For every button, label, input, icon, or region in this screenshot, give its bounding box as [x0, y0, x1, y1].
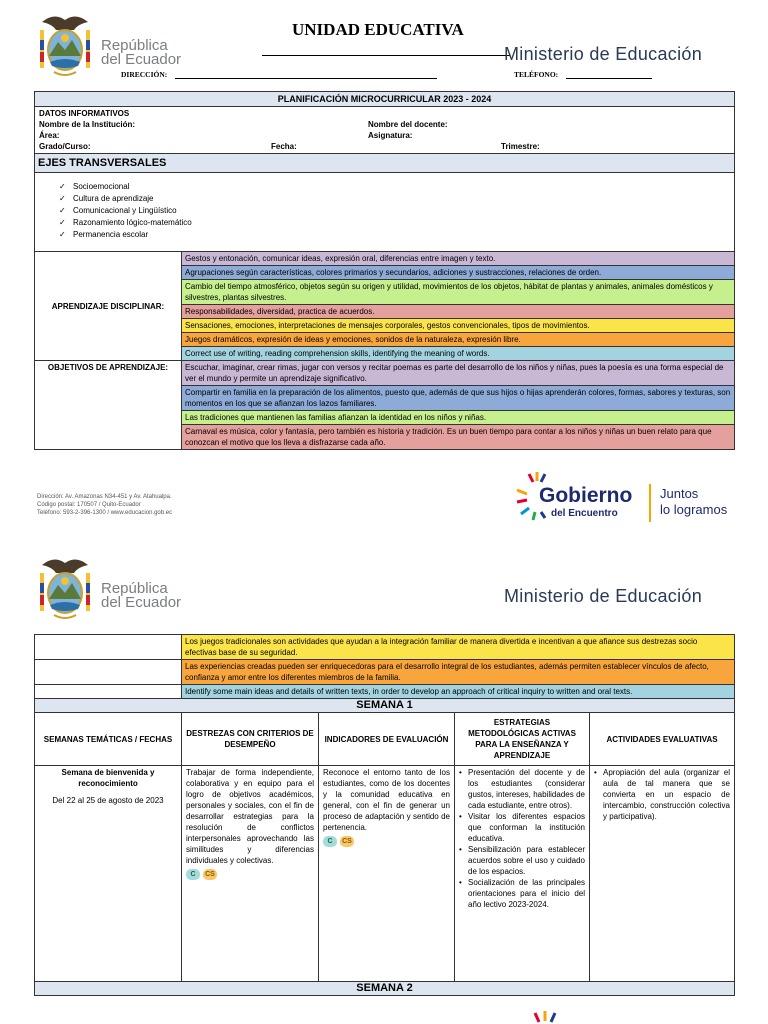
col-destrezas: DESTREZAS CON CRITERIOS DE DESEMPEÑO: [182, 713, 319, 766]
datos-informativos: [35, 107, 735, 154]
c-badge-icon: C: [323, 836, 337, 847]
destrezas-badges: [186, 868, 314, 880]
objetivo-item: Las tradiciones que mantienen las familias afianzan la identidad en los niños y niñas.: [182, 411, 735, 425]
aprendizaje-item: Responsabilidades, diversidad, practica de acuerdos.: [182, 305, 735, 319]
direccion-line: [175, 78, 437, 79]
aprendizaje-item: Gestos y entonación, comunicar ideas, expresión oral, diferencias entre imagen y texto.: [182, 252, 735, 266]
ministerio-title: Ministerio de Educación: [504, 586, 703, 606]
eje-item: ✓ Razonamiento lógico-matemático: [59, 217, 734, 229]
col-actividades: ACTIVIDADES EVALUATIVAS: [590, 713, 735, 766]
objetivo-item: Los juegos tradicionales son actividades que ayudan a la integración familiar de manera divertida e incentivan a que afiance sus destrezas socio efectivas base de su seguridad.: [182, 635, 735, 660]
del-encuentro-text: del Encuentro: [551, 508, 618, 519]
unidad-title: UNIDAD EDUCATIVA: [292, 20, 464, 39]
indicadores-text: Reconoce el entorno tanto de los estudiantes, como de los docentes y la comunidad educativa en general, con el fin de generar un proceso de adaptación y sentido de pertenencia.: [323, 768, 450, 832]
footer-telefono: Teléfono: 593-2-396-1300 / www.educacion.gob.ec: [37, 510, 173, 516]
juntos-text: Juntos: [660, 486, 699, 501]
estrategia-item: • Visitar los diferentes espacios que conforman la institución educativa.: [459, 811, 585, 844]
ecuador-coat-of-arms-icon: [34, 12, 96, 80]
eje-item: ✓ Comunicacional y Lingüístico: [59, 205, 734, 217]
institucion-label: Nombre de la Institución:: [39, 120, 136, 129]
semana-1-title: SEMANA 1: [35, 699, 735, 713]
lo-logramos-text: lo logramos: [660, 502, 728, 517]
semana-2-title: SEMANA 2: [35, 982, 735, 996]
page-2: [0, 535, 768, 1024]
ejes-list: [35, 173, 735, 252]
cs-badge-icon: CS: [203, 869, 217, 880]
objetivo-item: Escuchar, imaginar, crear rimas, jugar con versos y recitar poemas es parte del desarrollo de los niños y niñas, pues la poesía es una forma especial de ver el mundo y permite un aprendizaje significativo.: [182, 361, 735, 386]
area-label: Área:: [39, 131, 60, 140]
datos-title: DATOS INFORMATIVOS: [39, 109, 130, 118]
col-indicadores: INDICADORES DE EVALUACIÓN: [319, 713, 455, 766]
aprendizaje-item: Sensaciones, emociones, interpretaciones de mensajes corporales, gestos convencionales, tipos de movimientos.: [182, 319, 735, 333]
telefono-line: [566, 78, 652, 79]
footer-address: [37, 493, 172, 517]
semana-table: [34, 634, 735, 996]
aprendizaje-item: Juegos dramáticos, expresión de ideas y emociones, sonidos de la naturaleza, expresión libre.: [182, 333, 735, 347]
estrategia-item: • Presentación del docente y de los estudiantes (considerar gustos, intereses, habilidades de cada estudiante, entre otros).: [459, 767, 585, 811]
aprendizaje-label: APRENDIZAJE DISCIPLINAR:: [35, 252, 182, 361]
actividad-item: • Apropiación del aula (organizar el aula de tal manera que se convierta en un espacio de intercambio, construcción colectiva y participativa).: [594, 767, 730, 822]
semana-tema: Semana de bienvenida y reconocimiento: [61, 768, 155, 788]
objetivo-item: Carnaval es música, color y fantasía, pero también es historia y tradición. Es un buen tiempo para contar a los niños y niñas un buen relato para que conozcan el motivo que los lleva a disfrazarse cada año.: [182, 425, 735, 450]
aprendizaje-item: Correct use of writing, reading comprehension skills, identifying the meaning of words.: [182, 347, 735, 361]
grado-label: Grado/Curso:: [39, 142, 91, 151]
gobierno-rays-icon: [525, 1011, 565, 1024]
republica-logo-text: [101, 39, 181, 67]
indicadores-badges: [323, 835, 450, 847]
semana-fechas: Del 22 al 25 de agosto de 2023: [52, 796, 164, 805]
gobierno-logo: [515, 470, 745, 530]
objetivos-label: OBJETIVOS DE APRENDIZAJE:: [35, 361, 182, 450]
fecha-label: Fecha:: [271, 142, 297, 151]
footer-codigo: Código postal: 170507 / Quito-Ecuador: [37, 502, 141, 508]
cs-badge-icon: CS: [340, 836, 354, 847]
objetivo-item: Identify some main ideas and details of written texts, in order to develop an approach of critical inquiry to written and oral texts.: [182, 685, 735, 699]
col-estrategias: ESTRATEGIAS METODOLÓGICAS ACTIVAS PARA LA ENSEÑANZA Y APRENDIZAJE: [455, 713, 590, 766]
footer-direccion: Dirección: Av. Amazonas N34-451 y Av. Atahualpa.: [37, 494, 172, 500]
republica-line-2: del Ecuador: [101, 594, 182, 611]
asignatura-label: Asignatura:: [368, 131, 413, 140]
aprendizaje-item: Agrupaciones según características, colores primarios y secundarios, adiciones y sustracciones, relaciones de orden.: [182, 266, 735, 280]
objetivos-continued-blank: [35, 635, 182, 660]
planificacion-table: [34, 91, 735, 450]
telefono-label: TELÉFONO:: [514, 70, 559, 79]
objetivo-item: Compartir en familia en la preparación de los alimentos, puesto que, además de que sus hijos o hijas aprenderán colores, formas, sabores y texturas, son momentos en los que se afianzan los lazos familiares.: [182, 386, 735, 411]
estrategia-item: • Socialización de las principales orientaciones para el inicio del año lectivo 2023-2024.: [459, 877, 585, 910]
semana-tema-cell: [35, 766, 182, 982]
destrezas-text: Trabajar de forma independiente, colaborativa y en equipo para el logro de objetivos académicos, personales y sociales, con el fin de desarrollar estrategias para la resolución de conflictos interpersonales aprovechando las similitudes y diferencias individuales y colectivas.: [186, 768, 314, 865]
eje-item: ✓ Cultura de aprendizaje: [59, 193, 734, 205]
objetivos-continued-blank: [35, 660, 182, 685]
juntos-lo-logramos: [660, 486, 727, 518]
col-semanas: SEMANAS TEMÁTICAS / FECHAS: [35, 713, 182, 766]
ministerio-title: Ministerio de Educación: [504, 44, 703, 64]
republica-logo-text: [101, 582, 181, 610]
aprendizaje-item: Cambio del tiempo atmosférico, objetos según su origen y utilidad, movimientos de los objetos, hábitat de plantas y animales, animales domésticos y silvestres, plantas silvestres.: [182, 280, 735, 305]
estrategia-item: • Sensibilización para establecer acuerdos sobre el uso y cuidado de los espacios.: [459, 844, 585, 877]
docente-label: Nombre del docente:: [368, 120, 448, 129]
ejes-title: EJES TRANSVERSALES: [35, 154, 735, 173]
logo-divider: [649, 484, 651, 522]
c-badge-icon: C: [186, 869, 200, 880]
republica-line-2: del Ecuador: [101, 51, 182, 68]
estrategias-cell: [455, 766, 590, 982]
unidad-name-line: [262, 55, 510, 56]
ecuador-coat-of-arms-icon: [34, 555, 96, 623]
republica-line-1: República: [101, 37, 168, 54]
indicadores-cell: [319, 766, 455, 982]
eje-item: ✓ Socioemocional: [59, 181, 734, 193]
destrezas-cell: [182, 766, 319, 982]
direccion-label: DIRECCIÓN:: [121, 70, 168, 79]
gobierno-text: Gobierno: [539, 484, 633, 507]
trimestre-label: Trimestre:: [501, 142, 540, 151]
republica-line-1: República: [101, 580, 168, 597]
objetivo-item: Las experiencias creadas pueden ser enriquecedoras para el desarrollo integral de los estudiantes, además permiten establecer vínculos de afecto, confianza y amor entre los diferentes miembros de la familia.: [182, 660, 735, 685]
actividades-cell: [590, 766, 735, 982]
objetivos-continued-blank: [35, 685, 182, 699]
eje-item: ✓ Permanencia escolar: [59, 229, 734, 241]
planificacion-title: PLANIFICACIÓN MICROCURRICULAR 2023 - 2024: [35, 92, 735, 107]
